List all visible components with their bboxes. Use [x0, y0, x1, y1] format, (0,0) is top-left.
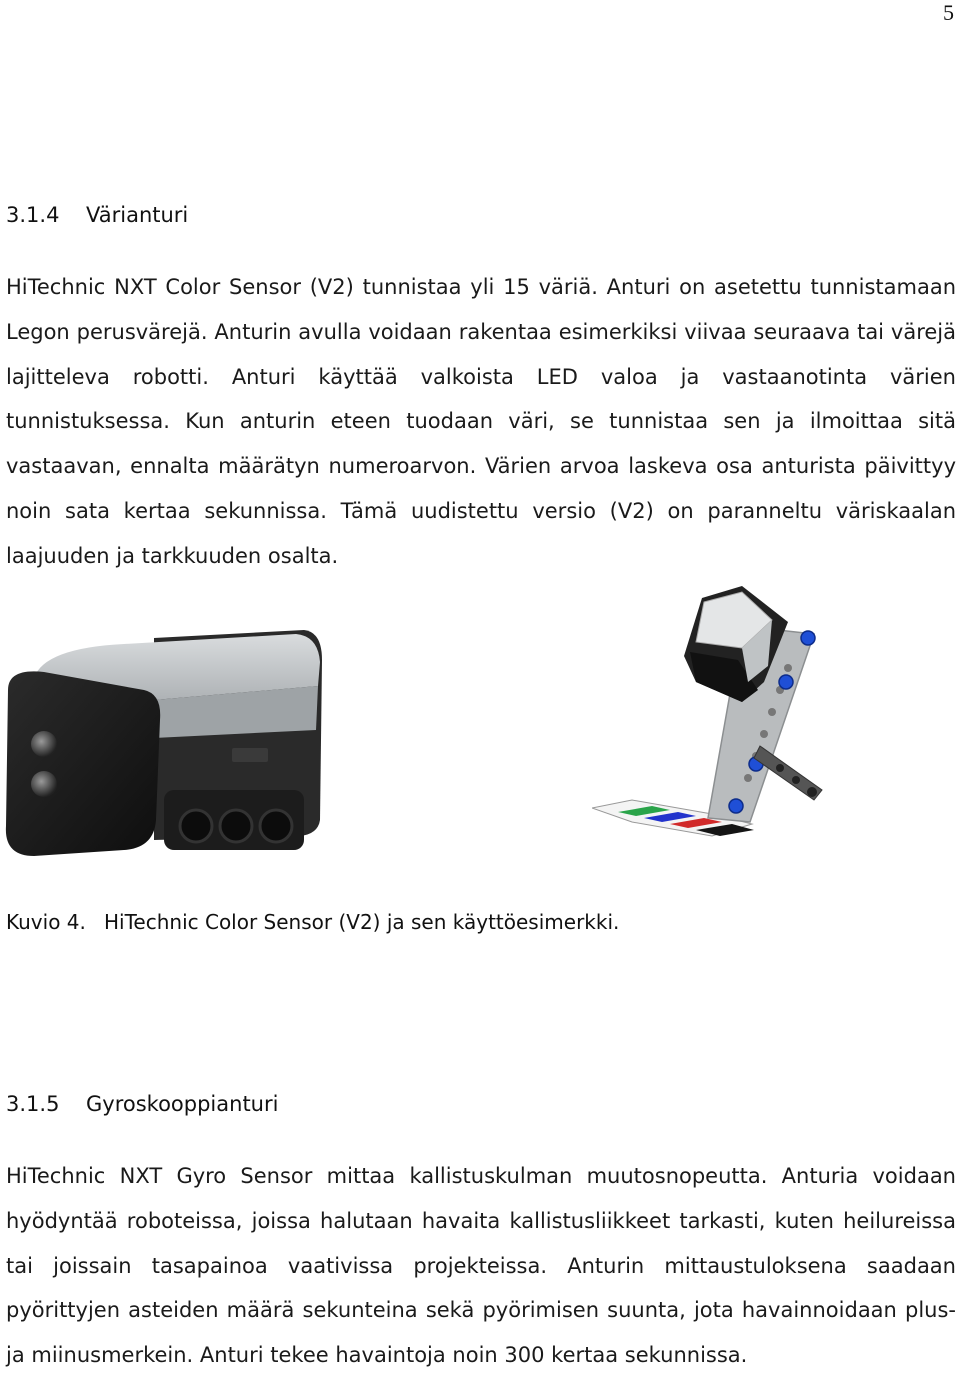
section-heading-color-sensor [6, 203, 188, 227]
section-number: 3.1.4 [6, 203, 60, 227]
figure-caption-text: HiTechnic Color Sensor (V2) ja sen käyttöesimerkki. [104, 910, 620, 934]
gyro-sensor-paragraph: HiTechnic NXT Gyro Sensor mittaa kallistuskulman muutosnopeutta. Anturia voidaan hyödyntää roboteissa, joissa halutaan havaita kallistusliikkeet tarkasti, kuten heilureissa tai joissain tasapainoa vaativissa projekteissa. Anturin mittaustuloksena saadaan pyörittyjen asteiden määrä sekunteina sekä pyörimisen suunta, jota havainnoidaan plus- ja miinusmerkein. Anturi tekee havaintoja noin 300 kertaa sekunnissa. [6, 1164, 956, 1368]
color-sensor-usage-image [592, 586, 828, 850]
section-title: Värianturi [86, 203, 189, 227]
section-number: 3.1.5 [6, 1092, 60, 1116]
section-heading-gyro-sensor [6, 1092, 278, 1116]
figure-caption [6, 910, 619, 934]
color-sensor-paragraph: HiTechnic NXT Color Sensor (V2) tunnistaa yli 15 väriä. Anturi on asetettu tunnistamaan Legon perusvärejä. Anturin avulla voidaan rakentaa esimerkiksi viivaa seuraava tai värejä lajitteleva robotti. Anturi käyttää valkoista LED valoa ja vastaanotinta värien tunnistuksessa. Kun anturin eteen tuodaan väri, se tunnistaa sen ja ilmoittaa sitä vastaavan, ennalta määrätyn numeroarvon. Värien arvoa laskeva osa anturista päivittyy noin sata kertaa sekunnissa. Tämä uudistettu versio (V2) on paranneltu väriskaalan laajuuden ja tarkkuuden osalta. [6, 275, 956, 568]
page-number: 5 [943, 0, 954, 25]
color-sensor-image [4, 620, 326, 868]
section-title: Gyroskooppianturi [86, 1092, 279, 1116]
figure-label: Kuvio 4. [6, 910, 86, 934]
